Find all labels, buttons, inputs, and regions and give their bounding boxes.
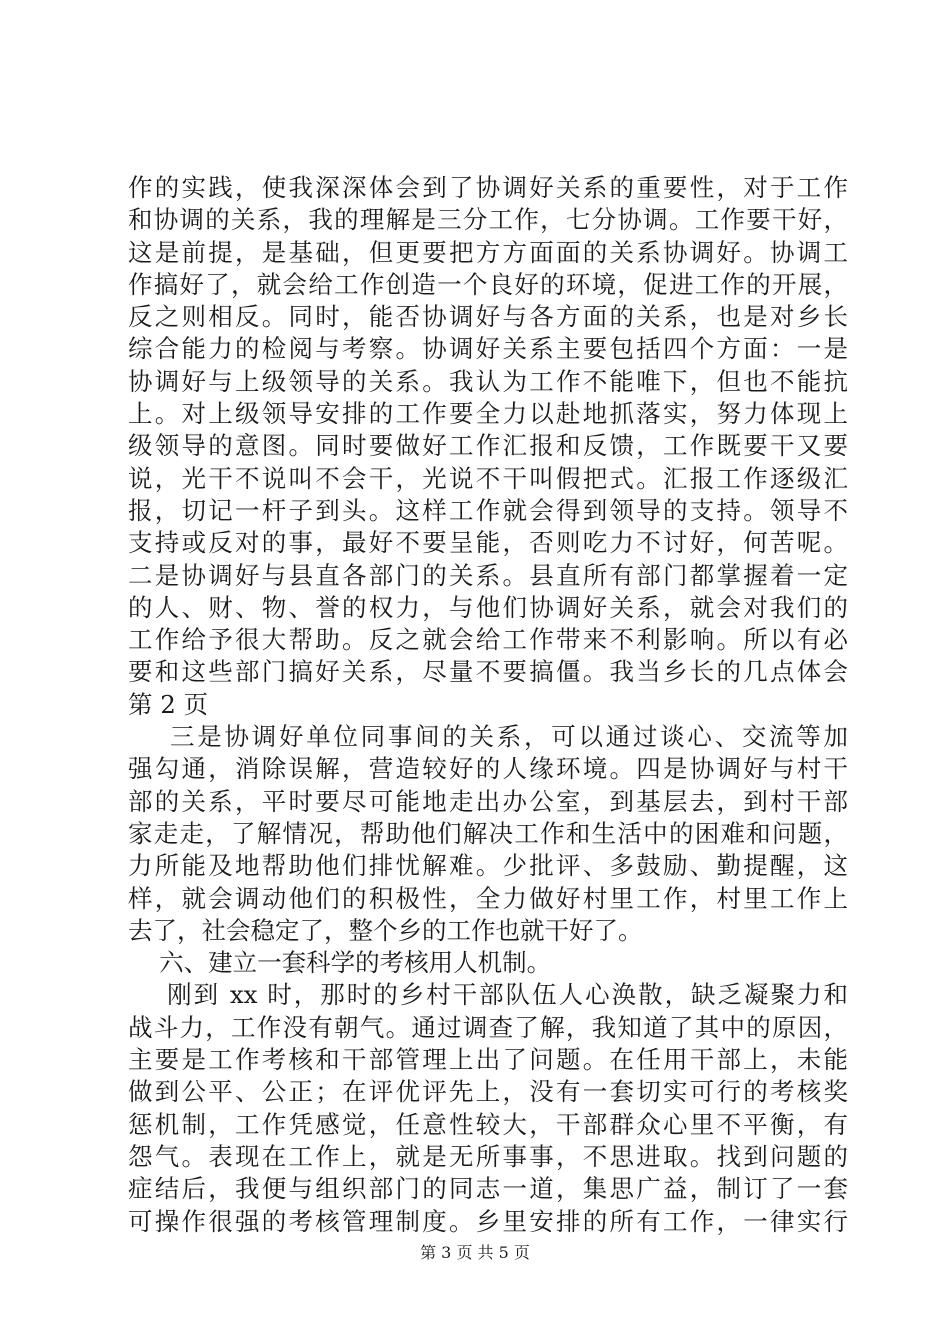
text-line: 说，光干不说叫不会干，光说不干叫假把式。汇报工作逐级汇 [128,463,848,493]
text-line: 做到公平、公正；在评优评先上，没有一套切实可行的考核奖 [128,1077,848,1107]
text-line: 报，切记一杆子到头。这样工作就会得到领导的支持。领导不 [128,495,848,525]
text-line: 惩机制，工作凭感觉，任意性较大，干部群众心里不平衡，有 [128,1109,848,1139]
text-line: 强勾通，消除误解，营造较好的人缘环境。四是协调好与村干 [128,754,848,784]
page-footer: 第 3 页 共 5 页 [420,1243,530,1262]
text-line: 级领导的意图。同时要做好工作汇报和反馈，工作既要干又要 [128,431,848,461]
text-line: 刚到 xx 时，那时的乡村干部队伍人心涣散，缺乏凝聚力和 [128,980,848,1010]
text-line: 工作给予很大帮助。反之就会给工作带来不利影响。所以有必 [128,625,848,655]
text-line: 六、建立一套科学的考核用人机制。 [128,948,552,978]
text-line: 战斗力，工作没有朝气。通过调查了解，我知道了其中的原因， [128,1012,848,1042]
text-line: 第 2 页 [128,689,209,719]
text-line: 这是前提，是基础，但更要把方方面面的关系协调好。协调工 [128,237,848,267]
body-text [128,172,848,1238]
text-line: 部的关系，平时要尽可能地走出办公室，到基层去，到村干部 [128,786,848,816]
text-line: 二是协调好与县直各部门的关系。县直所有部门都掌握着一定 [128,560,848,590]
text-line: 的人、财、物、誉的权力，与他们协调好关系，就会对我们的 [128,592,848,622]
text-line: 反之则相反。同时，能否协调好与各方面的关系，也是对乡长 [128,302,848,332]
text-line: 家走走，了解情况，帮助他们解决工作和生活中的困难和问题， [128,818,848,848]
text-line: 支持或反对的事，最好不要呈能，否则吃力不讨好，何苦呢。 [128,528,848,558]
text-line: 样，就会调动他们的积极性，全力做好村里工作，村里工作上 [128,883,848,913]
text-line: 症结后，我便与组织部门的同志一道，集思广益，制订了一套 [128,1174,848,1204]
text-line: 上。对上级领导安排的工作要全力以赴地抓落实，努力体现上 [128,399,848,429]
text-line: 主要是工作考核和干部管理上出了问题。在任用干部上，未能 [128,1045,848,1075]
text-line: 力所能及地帮助他们排忧解难。少批评、多鼓励、勤提醒，这 [128,851,848,881]
text-line: 怨气。表现在工作上，就是无所事事，不思进取。找到问题的 [128,1141,848,1171]
text-line: 协调好与上级领导的关系。我认为工作不能唯下，但也不能抗 [128,366,848,396]
text-line: 可操作很强的考核管理制度。乡里安排的所有工作，一律实行 [128,1206,848,1236]
text-line: 作搞好了，就会给工作创造一个良好的环境，促进工作的开展， [128,269,848,299]
text-line: 综合能力的检阅与考察。协调好关系主要包括四个方面：一是 [128,334,848,364]
text-line: 要和这些部门搞好关系，尽量不要搞僵。我当乡长的几点体会 [128,657,848,687]
text-line: 作的实践，使我深深体会到了协调好关系的重要性，对于工作 [128,173,848,202]
text-line: 和协调的关系，我的理解是三分工作，七分协调。工作要干好， [128,205,848,235]
text-line: 去了，社会稳定了，整个乡的工作也就干好了。 [128,915,643,945]
text-line: 三是协调好单位同事间的关系，可以通过谈心、交流等加 [128,722,848,752]
